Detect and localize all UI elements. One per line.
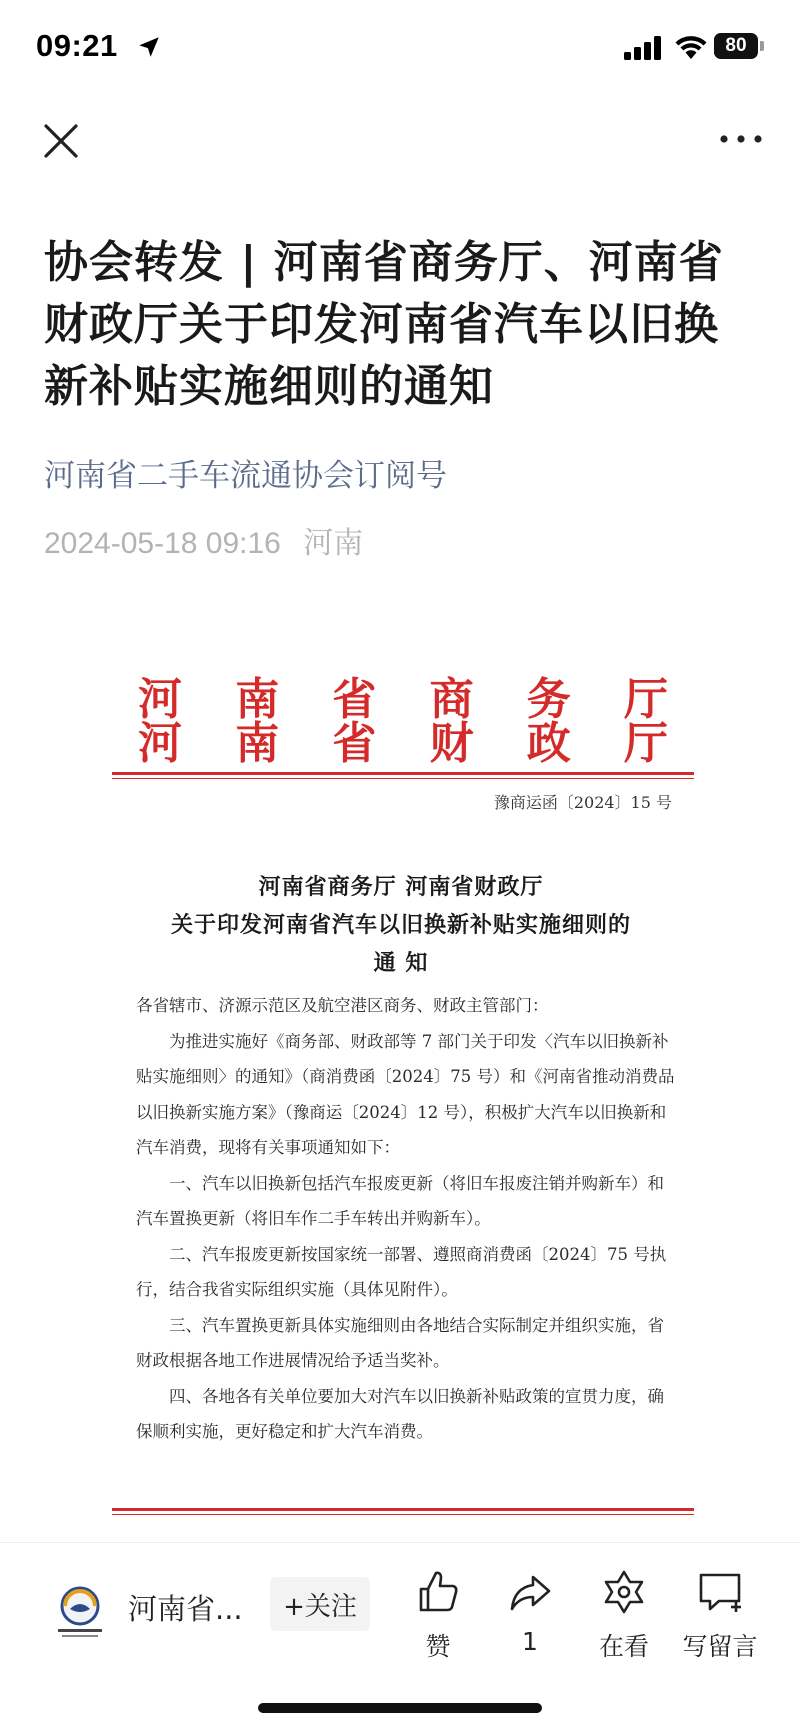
document-image xyxy=(108,660,694,1520)
doc-header-char: 政 xyxy=(526,718,571,769)
home-indicator[interactable] xyxy=(258,1703,542,1713)
doc-red-rule-bottom xyxy=(112,1508,694,1511)
doc-body xyxy=(136,988,676,1450)
doc-paragraph: 二、汽车报废更新按国家统一部署、遵照商消费函〔2024〕75 号执行，结合我省实际组织实施（具体见附件）。 xyxy=(136,1244,667,1299)
doc-title-line-1: 河南省商务厅 河南省财政厅 xyxy=(258,874,544,900)
location-arrow-icon xyxy=(136,34,162,60)
article-meta xyxy=(44,518,363,562)
doc-red-rule-top-thin xyxy=(112,778,694,779)
doc-paragraph: 四、各地各有关单位要加大对汽车以旧换新补贴政策的宣贯力度，确保顺利实施，更好稳定和扩大汽车消费。 xyxy=(136,1386,664,1441)
close-button[interactable] xyxy=(38,118,84,164)
association-logo-icon xyxy=(48,1579,112,1643)
follow-button[interactable]: +关注 xyxy=(270,1577,370,1631)
doc-header-char: 南 xyxy=(235,718,280,769)
bottom-account-name[interactable]: 河南省... xyxy=(128,1592,243,1626)
doc-greeting: 各省辖市、济源示范区及航空港区商务、财政主管部门： xyxy=(136,996,549,1015)
doc-header-char: 厅 xyxy=(623,674,668,725)
more-button[interactable] xyxy=(716,124,766,154)
thumbs-up-icon xyxy=(413,1567,463,1617)
doc-header-char: 财 xyxy=(429,718,474,769)
write-comment-label: 写留言 xyxy=(682,1632,758,1661)
doc-title-line-2: 关于印发河南省汽车以旧换新补贴实施细则的 xyxy=(170,912,631,938)
doc-header-char: 南 xyxy=(235,674,280,725)
doc-paragraph: 为推进实施好《商务部、财政部等 7 部门关于印发〈汽车以旧换新补贴实施细则〉的通知》（商消费函〔2024〕75 号）和《河南省推动消费品以旧换新实施方案》（豫商运〔2024〕12 号），积极扩大汽车以旧换新和汽车消费，现将有关事项通知如下： xyxy=(136,1031,675,1157)
status-bar xyxy=(0,0,800,100)
share-button[interactable] xyxy=(490,1567,570,1687)
doc-header-char: 河 xyxy=(138,718,182,769)
doc-header-char: 省 xyxy=(332,718,377,769)
doc-header-line-2 xyxy=(138,718,668,770)
publish-location: 河南 xyxy=(303,526,364,561)
doc-number: 豫商运函〔2024〕15 号 xyxy=(493,793,672,812)
doc-header-char: 商 xyxy=(429,674,474,725)
battery-percent: 80 xyxy=(725,35,747,56)
account-name-link[interactable]: 河南省二手车流通协会订阅号 xyxy=(44,458,447,494)
bottom-bar xyxy=(0,1542,800,1732)
doc-red-rule-top xyxy=(112,772,694,775)
watching-button[interactable] xyxy=(584,1567,664,1687)
watching-flower-icon xyxy=(599,1567,649,1617)
account-avatar[interactable] xyxy=(48,1579,112,1643)
doc-red-rule-bottom-thin xyxy=(112,1514,694,1515)
wifi-icon xyxy=(674,34,708,60)
publish-date: 2024-05-18 09:16 xyxy=(44,527,281,560)
doc-header-char: 务 xyxy=(526,674,571,725)
doc-header-char: 省 xyxy=(332,674,377,725)
share-arrow-icon xyxy=(505,1567,555,1617)
signal-bars-icon xyxy=(624,36,664,60)
write-comment-button[interactable] xyxy=(674,1567,766,1687)
write-comment-icon xyxy=(695,1567,745,1617)
watching-label: 在看 xyxy=(598,1632,649,1661)
doc-header-char: 厅 xyxy=(623,718,668,769)
like-button[interactable] xyxy=(398,1567,478,1687)
like-label: 赞 xyxy=(425,1632,451,1661)
close-icon xyxy=(38,118,84,164)
article-title: 协会转发 | 河南省商务厅、河南省财政厅关于印发河南省汽车以旧换新补贴实施细则的通知 xyxy=(44,237,724,412)
battery-icon xyxy=(714,33,766,61)
doc-paragraph: 三、汽车置换更新具体实施细则由各地结合实际制定并组织实施，省财政根据各地工作进展情况给予适当奖补。 xyxy=(136,1315,664,1370)
doc-paragraph: 一、汽车以旧换新包括汽车报废更新（将旧车报废注销并购新车）和汽车置换更新（将旧车作二手车转出并购新车）。 xyxy=(136,1173,664,1228)
more-dots-icon xyxy=(716,124,766,154)
status-time: 09:21 xyxy=(36,28,118,63)
share-count: 1 xyxy=(522,1627,538,1656)
battery-cap xyxy=(760,41,764,51)
doc-header-char: 河 xyxy=(138,674,182,725)
battery-body xyxy=(714,33,758,59)
doc-title-line-3: 通 知 xyxy=(373,950,429,976)
